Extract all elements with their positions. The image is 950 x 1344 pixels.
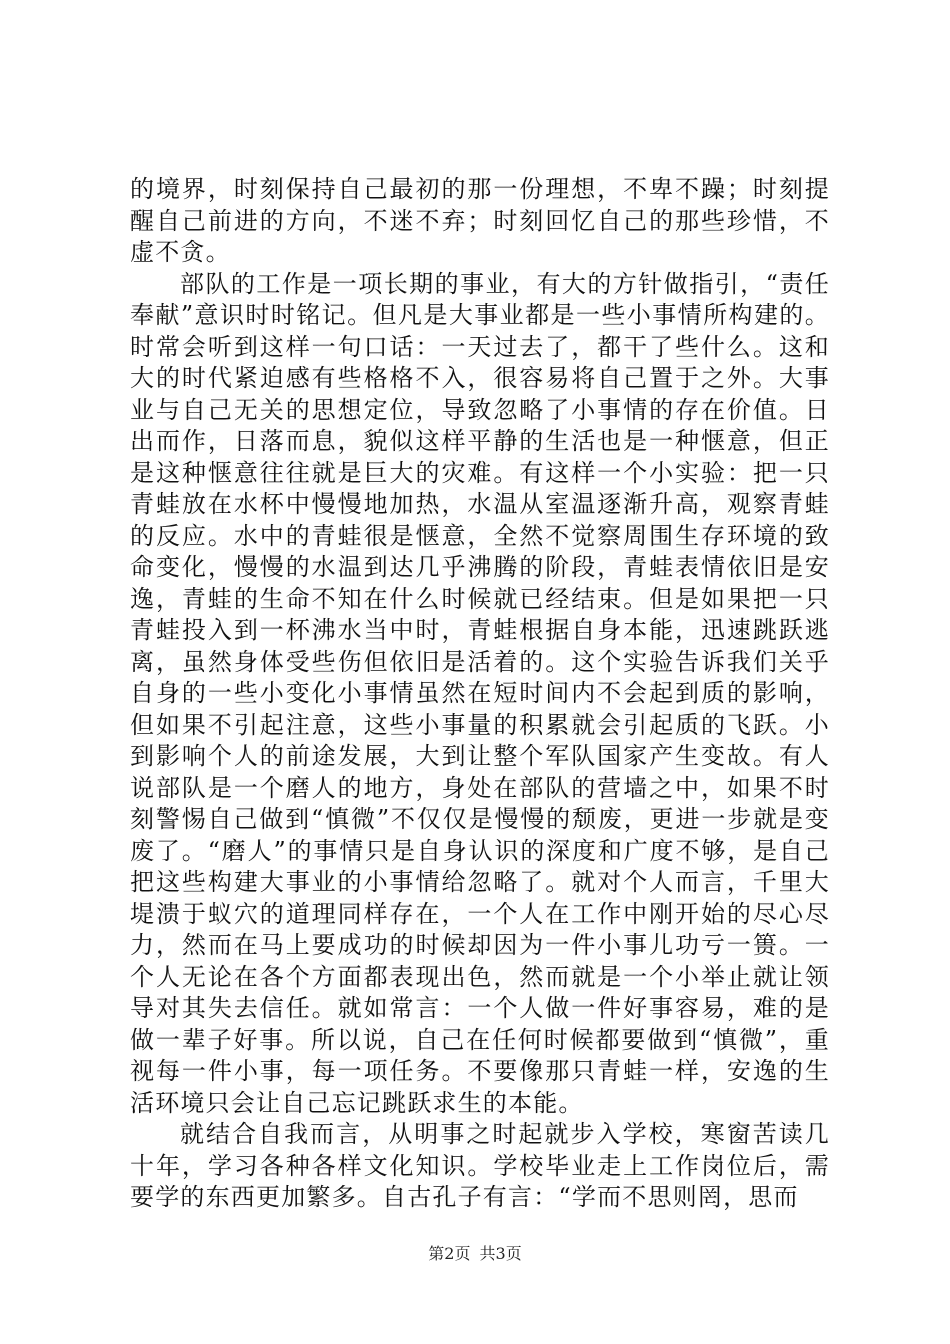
paragraph-army-work: 部队的工作是一项长期的事业，有大的方针做指引，“责任奉献”意识时时铭记。但凡是大事业都是一些小事情所构建的。时常会听到这样一句口话：一天过去了，都干了些什么。这和大的时代紧迫感有些格格不入，很容易将自己置于之外。大事业与自己无关的思想定位，导致忽略了小事情的存在价值。日出而作，日落而息，貌似这样平静的生活也是一种惬意，但正是这种惬意往往就是巨大的灾难。有这样一个小实验：把一只青蛙放在水杯中慢慢地加热，水温从室温逐渐升高，观察青蛙的反应。水中的青蛙很是惬意，全然不觉察周围生存环境的致命变化，慢慢的水温到达几乎沸腾的阶段，青蛙表情依旧是安逸，青蛙的生命不知在什么时候就已经结束。但是如果把一只青蛙投入到一杯沸水当中时，青蛙根据自身本能，迅速跳跃逃离，虽然身体受些伤但依旧是活着的。这个实验告诉我们关乎自身的一些小变化小事情虽然在短时间内不会起到质的影响，但如果不引起注意，这些小事量的积累就会引起质的飞跃。小到影响个人的前途发展，大到让整个军队国家产生变故。有人说部队是一个磨人的地方，身处在部队的营墙之中，如果不时刻警惕自己做到“慎微”不仅仅是慢慢的颓废，更进一步就是变废了。“磨人”的事情只是自身认识的深度和广度不够，是自己把这些构建大事业的小事情给忽略了。就对个人而言，千里大堤溃于蚁穴的道理同样存在，一个人在工作中刚开始的尽心尽力，然而在马上要成功的时候却因为一件小事儿功亏一篑。一个人无论在各个方面都表现出色，然而就是一个小举止就让领导对其失去信任。就如常言：一个人做一件好事容易，难的是做一辈子好事。所以说，自己在任何时候都要做到“慎微”，重视每一件小事，每一项任务。不要像那只青蛙一样，安逸的生活环境只会让自己忘记跳跃求生的本能。 [130, 269, 830, 1117]
page-total: 共3页 [479, 1244, 522, 1263]
paragraph-self-study: 就结合自我而言，从明事之时起就步入学校，寒窗苦读几十年，学习各种各样文化知识。学校毕业走上工作岗位后，需要学的东西更加繁多。自古孔子有言：“学而不思则罔，思而 [130, 1120, 830, 1211]
page-number: 第2页 [428, 1244, 471, 1263]
page-footer [0, 1244, 950, 1264]
document-body [130, 174, 830, 1214]
paragraph-continuation: 的境界，时刻保持自己最初的那一份理想，不卑不躁；时刻提醒自己前进的方向，不迷不弃；时刻回忆自己的那些珍惜，不虚不贪。 [130, 175, 830, 266]
